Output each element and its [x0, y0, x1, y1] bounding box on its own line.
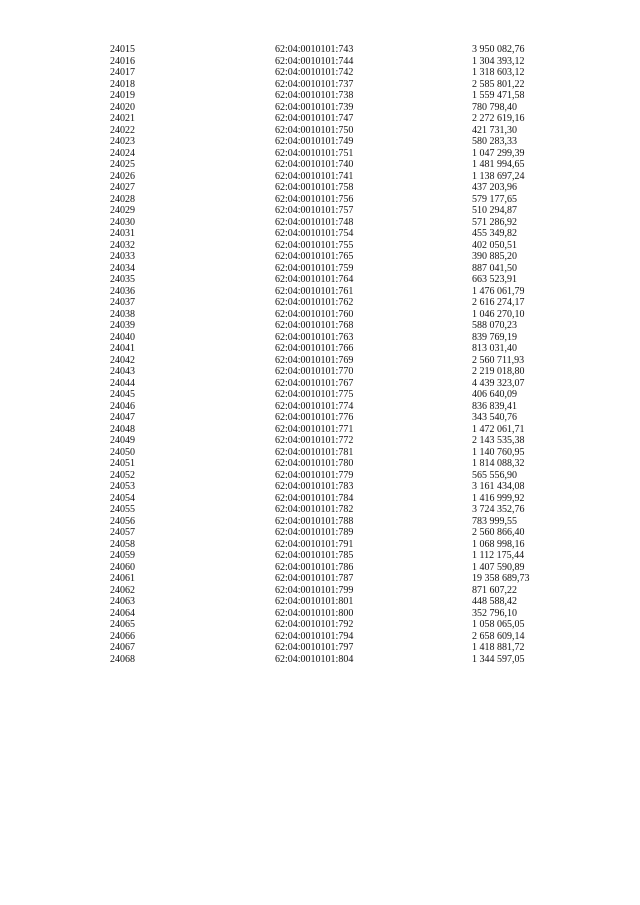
- row-number: 24015: [110, 44, 135, 55]
- table-row: [0, 102, 640, 114]
- cadastral-number: 62:04:0010101:766: [275, 343, 354, 354]
- cadastral-value: 871 607,22: [472, 584, 517, 596]
- row-number: 24016: [110, 55, 135, 67]
- cadastral-value: 1 344 597,05: [472, 653, 525, 665]
- cadastral-value: 1 304 393,12: [472, 55, 525, 67]
- cadastral-number: 62:04:0010101:794: [275, 630, 354, 642]
- row-number: 24055: [110, 504, 135, 515]
- cadastral-value: 3 724 352,76: [472, 504, 525, 515]
- cadastral-value: 2 658 609,14: [472, 630, 525, 642]
- cadastral-value: 437 203,96: [472, 182, 517, 193]
- row-number: 24037: [110, 297, 135, 308]
- table-row: [0, 171, 640, 183]
- cadastral-number: 62:04:0010101:762: [275, 297, 354, 308]
- cadastral-value: 343 540,76: [472, 412, 517, 423]
- row-number: 24050: [110, 446, 135, 458]
- cadastral-value: 887 041,50: [472, 262, 517, 274]
- cadastral-value: 1 318 603,12: [472, 67, 525, 78]
- cadastral-number: 62:04:0010101:770: [275, 366, 354, 377]
- cadastral-number: 62:04:0010101:779: [275, 469, 354, 481]
- table-row: [0, 228, 640, 240]
- table-row: [0, 343, 640, 355]
- cadastral-number: 62:04:0010101:737: [275, 78, 354, 90]
- cadastral-value: 836 839,41: [472, 400, 517, 412]
- table-row: [0, 366, 640, 378]
- table-row: [0, 378, 640, 390]
- row-number: 24064: [110, 607, 135, 619]
- cadastral-value: 421 731,30: [472, 124, 517, 136]
- row-number: 24062: [110, 584, 135, 596]
- cadastral-value: 579 177,65: [472, 193, 517, 205]
- row-number: 24060: [110, 561, 135, 573]
- row-number: 24063: [110, 596, 135, 607]
- cadastral-value: 1 418 881,72: [472, 642, 525, 653]
- row-number: 24036: [110, 285, 135, 297]
- table-row: [0, 619, 640, 631]
- row-number: 24040: [110, 331, 135, 343]
- table-row: [0, 286, 640, 298]
- table-row: [0, 550, 640, 562]
- cadastral-value: 780 798,40: [472, 101, 517, 113]
- cadastral-value: 390 885,20: [472, 251, 517, 262]
- cadastral-number: 62:04:0010101:780: [275, 458, 354, 469]
- cadastral-number: 62:04:0010101:789: [275, 527, 354, 538]
- row-number: 24020: [110, 101, 135, 113]
- table-row: [0, 424, 640, 436]
- table-row: [0, 251, 640, 263]
- table-row: [0, 332, 640, 344]
- row-number: 24030: [110, 216, 135, 228]
- cadastral-number: 62:04:0010101:786: [275, 561, 354, 573]
- row-number: 24066: [110, 630, 135, 642]
- row-number: 24054: [110, 492, 135, 504]
- row-number: 24041: [110, 343, 135, 354]
- table-row: [0, 516, 640, 528]
- cadastral-number: 62:04:0010101:757: [275, 205, 354, 216]
- cadastral-value: 1 112 175,44: [472, 550, 525, 561]
- cadastral-number: 62:04:0010101:765: [275, 251, 354, 262]
- cadastral-number: 62:04:0010101:748: [275, 216, 354, 228]
- cadastral-value: 4 439 323,07: [472, 377, 525, 389]
- row-number: 24029: [110, 205, 135, 216]
- table-row: [0, 182, 640, 194]
- cadastral-number: 62:04:0010101:743: [275, 44, 354, 55]
- cadastral-number: 62:04:0010101:747: [275, 113, 354, 124]
- cadastral-value: 1 058 065,05: [472, 619, 525, 630]
- cadastral-number: 62:04:0010101:784: [275, 492, 354, 504]
- table-row: [0, 642, 640, 654]
- row-number: 24049: [110, 435, 135, 446]
- cadastral-value: 1 472 061,71: [472, 423, 525, 435]
- table-row: [0, 447, 640, 459]
- table-row: [0, 263, 640, 275]
- row-number: 24057: [110, 527, 135, 538]
- row-number: 24056: [110, 515, 135, 527]
- cadastral-value: 588 070,23: [472, 320, 517, 331]
- row-number: 24058: [110, 538, 135, 550]
- table-row: [0, 389, 640, 401]
- table-row: [0, 355, 640, 367]
- table-row: [0, 493, 640, 505]
- cadastral-value: 1 047 299,39: [472, 147, 525, 159]
- cadastral-number: 62:04:0010101:749: [275, 136, 354, 147]
- cadastral-value: 1 068 998,16: [472, 538, 525, 550]
- cadastral-number: 62:04:0010101:776: [275, 412, 354, 423]
- cadastral-value: 2 585 801,22: [472, 78, 525, 90]
- cadastral-number: 62:04:0010101:772: [275, 435, 354, 446]
- table-row: [0, 148, 640, 160]
- row-number: 24046: [110, 400, 135, 412]
- table-row: [0, 585, 640, 597]
- row-number: 24042: [110, 354, 135, 366]
- table-row: [0, 159, 640, 171]
- cadastral-number: 62:04:0010101:756: [275, 193, 354, 205]
- cadastral-number: 62:04:0010101:785: [275, 550, 354, 561]
- row-number: 24031: [110, 228, 135, 239]
- row-number: 24018: [110, 78, 135, 90]
- cadastral-value-table: [0, 44, 640, 665]
- table-row: [0, 113, 640, 125]
- table-row: [0, 125, 640, 137]
- cadastral-value: 510 294,87: [472, 205, 517, 216]
- table-row: [0, 470, 640, 482]
- row-number: 24053: [110, 481, 135, 492]
- cadastral-number: 62:04:0010101:800: [275, 607, 354, 619]
- table-row: [0, 527, 640, 539]
- cadastral-value: 2 272 619,16: [472, 113, 525, 124]
- row-number: 24051: [110, 458, 135, 469]
- table-row: [0, 205, 640, 217]
- row-number: 24027: [110, 182, 135, 193]
- row-number: 24038: [110, 308, 135, 320]
- cadastral-number: 62:04:0010101:782: [275, 504, 354, 515]
- cadastral-value: 455 349,82: [472, 228, 517, 239]
- cadastral-value: 571 286,92: [472, 216, 517, 228]
- table-row: [0, 56, 640, 68]
- cadastral-value: 783 999,55: [472, 515, 517, 527]
- cadastral-number: 62:04:0010101:738: [275, 90, 354, 101]
- cadastral-value: 565 556,90: [472, 469, 517, 481]
- cadastral-number: 62:04:0010101:792: [275, 619, 354, 630]
- cadastral-value: 2 560 711,93: [472, 354, 525, 366]
- cadastral-number: 62:04:0010101:763: [275, 331, 354, 343]
- row-number: 24045: [110, 389, 135, 400]
- cadastral-value: 1 476 061,79: [472, 285, 525, 297]
- cadastral-number: 62:04:0010101:768: [275, 320, 354, 331]
- row-number: 24028: [110, 193, 135, 205]
- cadastral-number: 62:04:0010101:769: [275, 354, 354, 366]
- cadastral-value: 2 560 866,40: [472, 527, 525, 538]
- cadastral-number: 62:04:0010101:740: [275, 159, 354, 170]
- row-number: 24061: [110, 573, 135, 584]
- cadastral-value: 1 416 999,92: [472, 492, 525, 504]
- cadastral-value: 1 046 270,10: [472, 308, 525, 320]
- cadastral-number: 62:04:0010101:771: [275, 423, 354, 435]
- row-number: 24017: [110, 67, 135, 78]
- table-row: [0, 90, 640, 102]
- cadastral-number: 62:04:0010101:788: [275, 515, 354, 527]
- row-number: 24044: [110, 377, 135, 389]
- cadastral-number: 62:04:0010101:754: [275, 228, 354, 239]
- table-row: [0, 194, 640, 206]
- cadastral-number: 62:04:0010101:760: [275, 308, 354, 320]
- row-number: 24067: [110, 642, 135, 653]
- table-row: [0, 539, 640, 551]
- cadastral-value: 663 523,91: [472, 274, 517, 285]
- table-row: [0, 67, 640, 79]
- cadastral-number: 62:04:0010101:804: [275, 653, 354, 665]
- table-row: [0, 608, 640, 620]
- table-row: [0, 297, 640, 309]
- cadastral-value: 3 161 434,08: [472, 481, 525, 492]
- cadastral-number: 62:04:0010101:739: [275, 101, 354, 113]
- cadastral-value: 3 950 082,76: [472, 44, 525, 55]
- cadastral-number: 62:04:0010101:758: [275, 182, 354, 193]
- table-row: [0, 401, 640, 413]
- row-number: 24065: [110, 619, 135, 630]
- table-row: [0, 44, 640, 56]
- table-row: [0, 562, 640, 574]
- cadastral-value: 406 640,09: [472, 389, 517, 400]
- table-row: [0, 596, 640, 608]
- cadastral-value: 1 814 088,32: [472, 458, 525, 469]
- cadastral-value: 1 138 697,24: [472, 170, 525, 182]
- cadastral-value: 813 031,40: [472, 343, 517, 354]
- cadastral-number: 62:04:0010101:791: [275, 538, 354, 550]
- cadastral-value: 1 407 590,89: [472, 561, 525, 573]
- cadastral-value: 1 481 994,65: [472, 159, 525, 170]
- row-number: 24026: [110, 170, 135, 182]
- row-number: 24023: [110, 136, 135, 147]
- cadastral-number: 62:04:0010101:767: [275, 377, 354, 389]
- table-row: [0, 412, 640, 424]
- table-row: [0, 481, 640, 493]
- cadastral-number: 62:04:0010101:755: [275, 239, 354, 251]
- table-row: [0, 435, 640, 447]
- cadastral-value: 839 769,19: [472, 331, 517, 343]
- cadastral-value: 352 796,10: [472, 607, 517, 619]
- cadastral-value: 2 219 018,80: [472, 366, 525, 377]
- cadastral-value: 2 616 274,17: [472, 297, 525, 308]
- cadastral-number: 62:04:0010101:801: [275, 596, 354, 607]
- cadastral-number: 62:04:0010101:764: [275, 274, 354, 285]
- row-number: 24034: [110, 262, 135, 274]
- row-number: 24039: [110, 320, 135, 331]
- cadastral-number: 62:04:0010101:741: [275, 170, 354, 182]
- table-row: [0, 309, 640, 321]
- cadastral-number: 62:04:0010101:775: [275, 389, 354, 400]
- row-number: 24043: [110, 366, 135, 377]
- table-row: [0, 458, 640, 470]
- table-row: [0, 217, 640, 229]
- cadastral-number: 62:04:0010101:799: [275, 584, 354, 596]
- cadastral-number: 62:04:0010101:750: [275, 124, 354, 136]
- cadastral-value: 19 358 689,73: [472, 573, 530, 584]
- cadastral-number: 62:04:0010101:797: [275, 642, 354, 653]
- row-number: 24025: [110, 159, 135, 170]
- table-row: [0, 240, 640, 252]
- row-number: 24024: [110, 147, 135, 159]
- cadastral-number: 62:04:0010101:742: [275, 67, 354, 78]
- row-number: 24047: [110, 412, 135, 423]
- row-number: 24022: [110, 124, 135, 136]
- row-number: 24021: [110, 113, 135, 124]
- cadastral-value: 402 050,51: [472, 239, 517, 251]
- table-row: [0, 274, 640, 286]
- row-number: 24059: [110, 550, 135, 561]
- table-row: [0, 136, 640, 148]
- cadastral-value: 1 140 760,95: [472, 446, 525, 458]
- row-number: 24033: [110, 251, 135, 262]
- table-row: [0, 631, 640, 643]
- row-number: 24048: [110, 423, 135, 435]
- cadastral-value: 2 143 535,38: [472, 435, 525, 446]
- row-number: 24032: [110, 239, 135, 251]
- cadastral-value: 448 588,42: [472, 596, 517, 607]
- table-row: [0, 573, 640, 585]
- cadastral-value: 580 283,33: [472, 136, 517, 147]
- cadastral-number: 62:04:0010101:751: [275, 147, 354, 159]
- row-number: 24019: [110, 90, 135, 101]
- row-number: 24035: [110, 274, 135, 285]
- row-number: 24068: [110, 653, 135, 665]
- cadastral-number: 62:04:0010101:783: [275, 481, 354, 492]
- cadastral-number: 62:04:0010101:759: [275, 262, 354, 274]
- table-row: [0, 504, 640, 516]
- cadastral-number: 62:04:0010101:744: [275, 55, 354, 67]
- cadastral-number: 62:04:0010101:787: [275, 573, 354, 584]
- cadastral-number: 62:04:0010101:761: [275, 285, 354, 297]
- cadastral-number: 62:04:0010101:781: [275, 446, 354, 458]
- table-row: [0, 79, 640, 91]
- table-row: [0, 320, 640, 332]
- row-number: 24052: [110, 469, 135, 481]
- table-row: [0, 654, 640, 666]
- cadastral-value: 1 559 471,58: [472, 90, 525, 101]
- cadastral-number: 62:04:0010101:774: [275, 400, 354, 412]
